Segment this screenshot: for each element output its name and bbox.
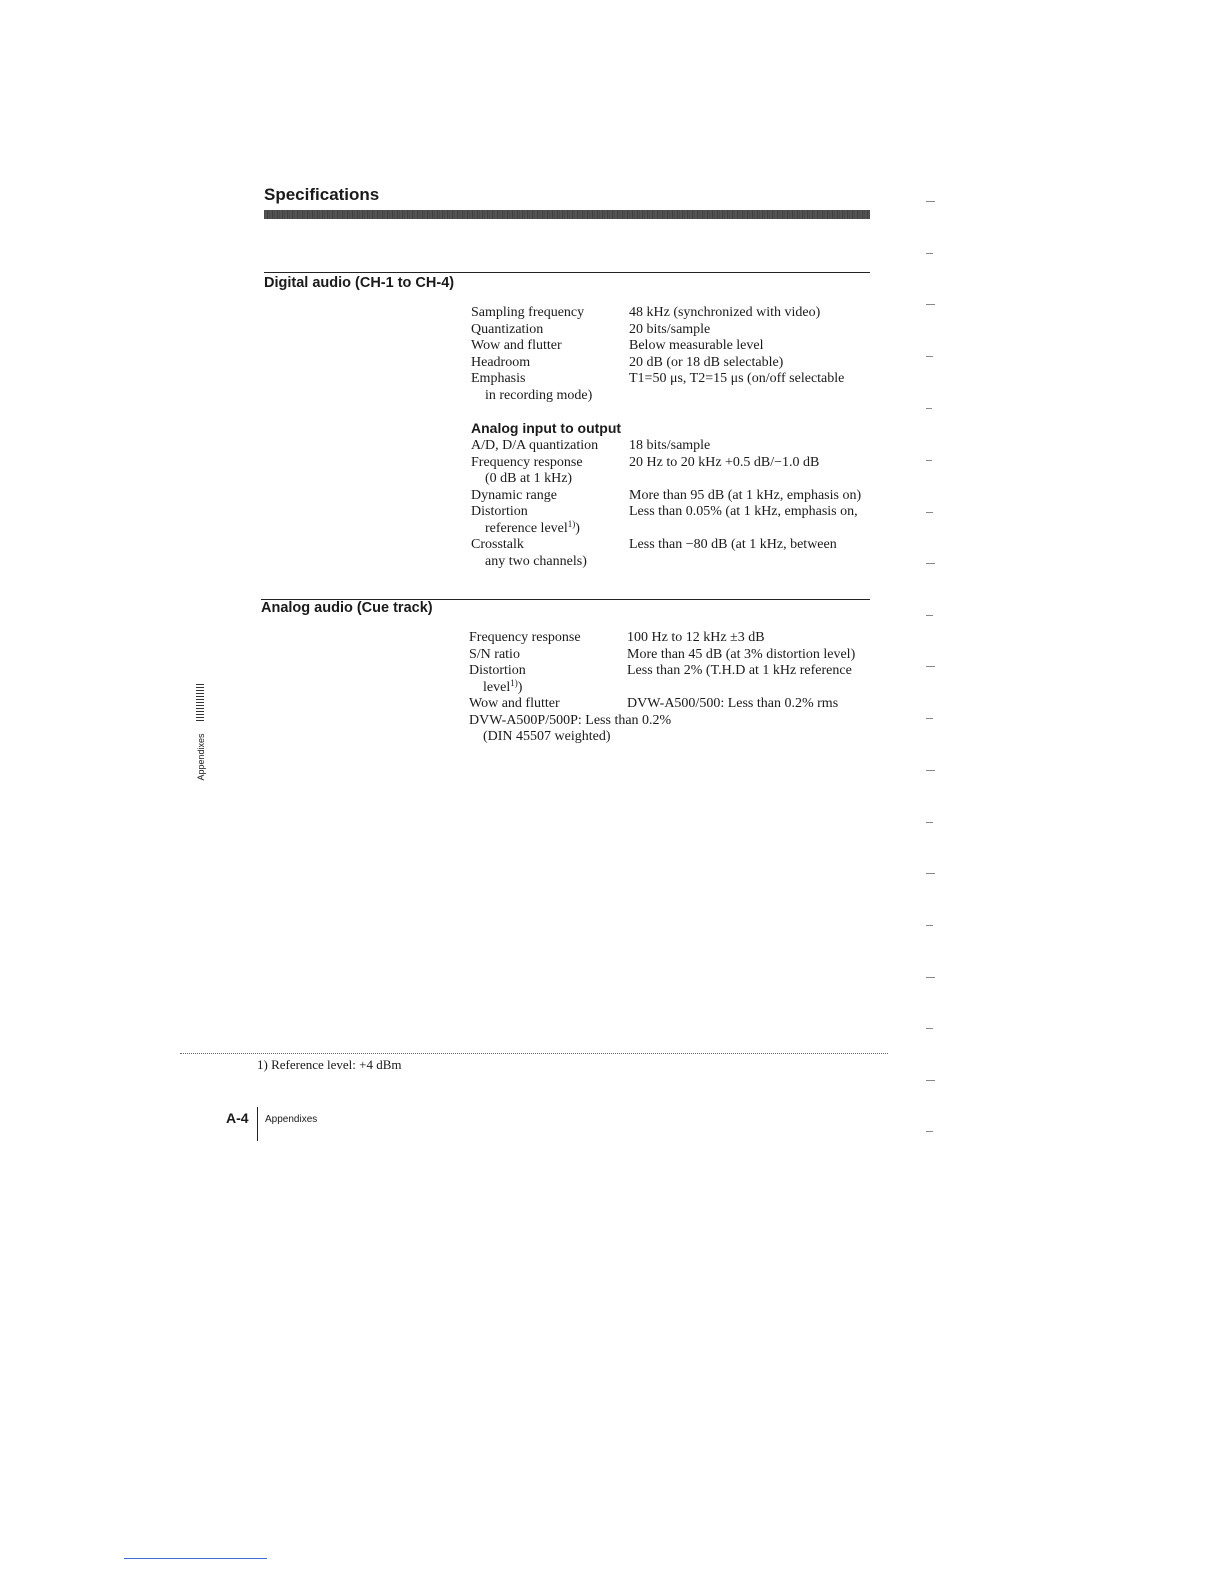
page-number: A-4 <box>226 1110 249 1126</box>
edge-mark <box>926 615 933 616</box>
edge-mark <box>926 1080 935 1081</box>
spec-value: 20 Hz to 20 kHz +0.5 dB/−1.0 dB <box>629 454 820 470</box>
spec-value-continued: (0 dB at 1 kHz) <box>485 471 573 486</box>
edge-mark <box>926 977 935 978</box>
spec-value: DVW-A500/500: Less than 0.2% rms <box>627 696 839 711</box>
footer-divider <box>257 1107 258 1141</box>
spec-value-continued: in recording mode) <box>485 387 593 403</box>
spec-key: Sampling frequency <box>471 305 585 320</box>
edge-mark <box>926 925 933 926</box>
edge-mark <box>926 304 935 305</box>
spec-row <box>471 371 861 404</box>
spec-value: 20 bits/sample <box>629 321 711 337</box>
spec-value-second: DVW-A500P/500P: Less than 0.2% <box>469 712 672 728</box>
edge-mark <box>926 1028 933 1029</box>
spec-value-close: ) <box>575 520 580 536</box>
edge-mark <box>926 666 935 667</box>
spec-row <box>471 455 861 488</box>
spec-value: More than 45 dB (at 3% distortion level) <box>627 646 856 662</box>
spec-value: 100 Hz to 12 kHz ±3 dB <box>627 630 765 645</box>
edge-mark <box>926 563 935 564</box>
spec-key: Dynamic range <box>471 487 557 503</box>
spec-value: T1=50 μs, T2=15 μs (on/off selectable <box>629 371 845 386</box>
footnote: 1) Reference level: +4 dBm <box>257 1057 402 1072</box>
spec-value: 20 dB (or 18 dB selectable) <box>629 354 784 370</box>
spec-row <box>471 338 861 355</box>
spec-key: Distortion <box>471 504 528 519</box>
subsection-title-analog-io: Analog input to output <box>471 420 622 436</box>
spec-value-continued: reference level <box>485 520 568 536</box>
analog-audio-specs <box>469 630 855 746</box>
spec-row <box>471 438 861 455</box>
edge-mark <box>926 408 932 409</box>
spec-row <box>471 305 861 322</box>
spec-key: Frequency response <box>471 454 583 470</box>
spec-value-continued: (DIN 45507 weighted) <box>483 729 611 744</box>
edge-mark <box>926 822 933 823</box>
footnote-divider <box>180 1053 888 1054</box>
edge-mark <box>926 1131 933 1132</box>
side-tab-label: Appendixes <box>196 733 206 781</box>
spec-key: Emphasis <box>471 371 526 386</box>
spec-key: A/D, D/A quantization <box>471 438 599 453</box>
spec-value-continued: level <box>483 679 511 695</box>
spec-value: Less than −80 dB (at 1 kHz, between <box>629 537 837 552</box>
spec-row <box>471 537 861 570</box>
edge-mark <box>926 253 933 254</box>
spec-row <box>471 488 861 505</box>
footnote-ref: 1) <box>567 518 576 529</box>
spec-row <box>469 696 855 746</box>
spec-value: 18 bits/sample <box>629 438 711 453</box>
edge-mark <box>926 356 933 357</box>
spec-value: Less than 0.05% (at 1 kHz, emphasis on, <box>629 504 858 519</box>
digital-audio-specs <box>471 305 861 570</box>
spec-row <box>469 663 855 696</box>
spec-value: Less than 2% (T.H.D at 1 kHz reference <box>627 663 852 678</box>
spec-row <box>469 630 855 647</box>
spec-value: 48 kHz (synchronized with video) <box>629 305 821 320</box>
spec-key: Distortion <box>469 663 526 678</box>
spec-row <box>471 355 861 372</box>
footnote-ref: 1) <box>510 677 518 688</box>
spec-key: Frequency response <box>469 630 581 645</box>
edge-mark <box>926 460 932 461</box>
section-title-digital-audio: Digital audio (CH-1 to CH-4) <box>264 275 455 291</box>
spec-key: Headroom <box>471 354 531 370</box>
footer-section: Appendixes <box>265 1114 318 1125</box>
spec-key: Wow and flutter <box>471 338 562 353</box>
spec-value-continued: any two channels) <box>485 553 587 569</box>
section-divider <box>264 272 870 273</box>
edge-mark <box>926 770 935 771</box>
edge-mark <box>926 201 935 202</box>
spec-row <box>469 647 855 664</box>
spec-key: S/N ratio <box>469 646 520 662</box>
spec-key: Crosstalk <box>471 537 524 552</box>
spec-row <box>471 504 861 537</box>
spec-value: More than 95 dB (at 1 kHz, emphasis on) <box>629 487 862 503</box>
section-title-analog-audio: Analog audio (Cue track) <box>261 600 433 616</box>
spec-value-close: ) <box>517 679 523 695</box>
spec-row <box>471 322 861 339</box>
edge-mark <box>926 512 933 513</box>
edge-mark <box>926 873 935 874</box>
bottom-edge-line <box>124 1558 267 1559</box>
side-tab <box>181 731 221 783</box>
title-bar <box>264 210 870 219</box>
edge-mark <box>926 718 933 719</box>
side-tab-marks <box>196 684 204 722</box>
spec-key: Wow and flutter <box>469 696 560 711</box>
page-title: Specifications <box>264 185 380 204</box>
spec-key: Quantization <box>471 321 544 337</box>
spec-value: Below measurable level <box>629 338 764 353</box>
